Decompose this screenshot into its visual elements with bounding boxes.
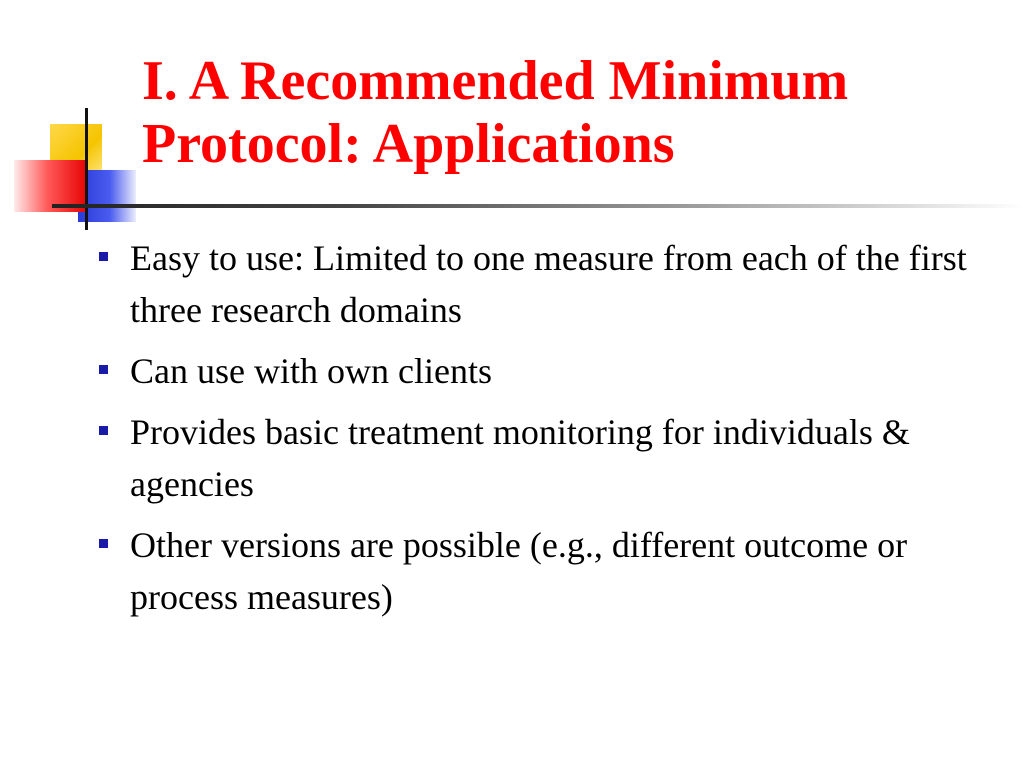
- square-bullet-icon: [99, 426, 108, 435]
- bullet-text: Can use with own clients: [130, 351, 492, 391]
- list-item: [96, 519, 996, 623]
- bullet-text: Easy to use: Limited to one measure from each of the first three research domains: [130, 238, 967, 330]
- list-item: [96, 406, 996, 510]
- square-bullet-icon: [99, 252, 108, 261]
- square-bullet-icon: [99, 539, 108, 548]
- list-item: [96, 345, 996, 397]
- bullet-text: Other versions are possible (e.g., different outcome or process measures): [130, 525, 908, 617]
- bullet-list: [96, 232, 996, 632]
- title-underline-divider: [52, 204, 1024, 208]
- square-bullet-icon: [99, 365, 108, 374]
- slide-title: I. A Recommended Minimum Protocol: Applications: [142, 50, 849, 175]
- bullet-text: Provides basic treatment monitoring for individuals & agencies: [130, 412, 910, 504]
- vertical-divider-line: [85, 108, 88, 230]
- list-item: [96, 232, 996, 336]
